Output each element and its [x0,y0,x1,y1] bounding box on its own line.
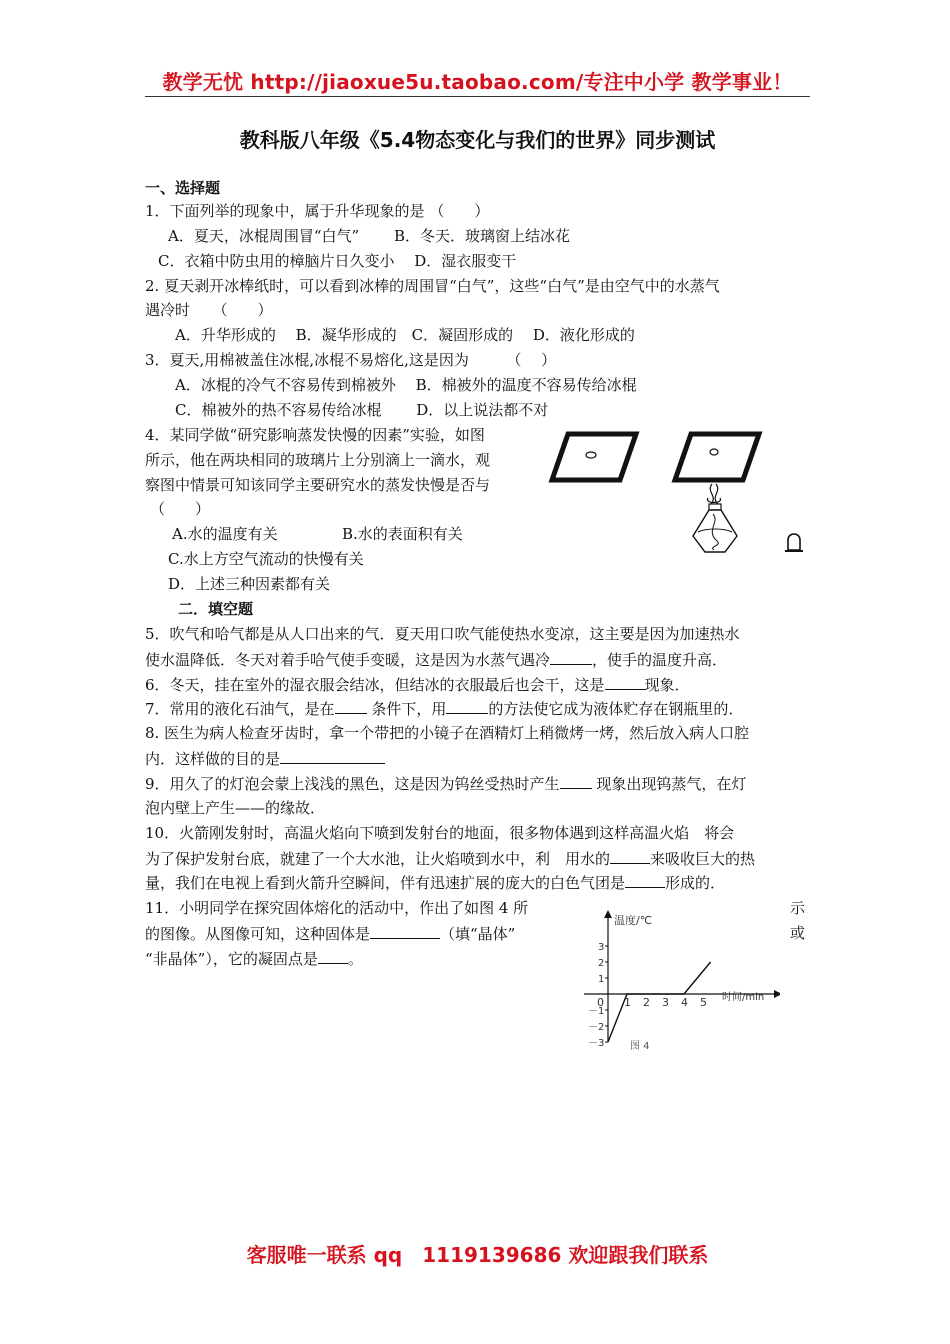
q3-options-cd: C．棉被外的热不容易传给冰棍 D．以上说法都不对 [175,401,549,419]
q3-options-ab: A．冰棍的冷气不容易传到棉被外 B．棉被外的温度不容易传给冰棍 [175,376,637,394]
q4-option-d: D．上述三种因素都有关 [168,575,331,593]
bell-mark [785,534,803,551]
q11-line1: 11．小明同学在探究固体熔化的活动中，作出了如图 4 所 [145,899,529,917]
q4-stem-line2: 所示，他在两块相同的玻璃片上分别滴上一滴水，观 [145,451,491,469]
q4-option-b: B.水的表面积有关 [342,525,463,543]
x-axis-arrow [774,990,780,998]
q2-stem-line2: 遇冷时 （ ） [145,301,273,319]
y-tick-label: 3 [598,942,605,953]
y-tick-label: －1 [588,1006,605,1017]
y-tick-label: －2 [588,1022,605,1033]
q9-answer-blank[interactable] [560,773,592,789]
q6-text-b: 现象． [644,676,690,694]
x-tick-label: 5 [700,996,707,1009]
q6-answer-blank[interactable] [605,674,645,690]
figure-caption: 图 4 [630,1041,650,1052]
evaporation-experiment-figure [548,428,818,564]
alcohol-lamp [693,484,737,552]
q6-text-a: 6．冬天，挂在室外的湿衣服会结冰，但结冰的衣服最后也会干，这是 [145,676,605,694]
q9-text-a: 9．用久了的灯泡会蒙上浅浅的黑色，这是因为钨丝受热时产生 [145,775,560,793]
q10-line3 [145,872,725,893]
q7-answer-blank-1[interactable] [335,698,367,714]
y-axis-arrow [604,910,612,918]
q7-text-c: 的方法使它成为液体贮存在钢瓶里的． [488,700,744,718]
q10-line2-text-a: 为了保护发射台底，就建了一个大水池，让火焰喷到水中，利 用水的 [145,850,611,868]
x-tick-label: 1 [624,996,631,1009]
q9-line1 [145,773,746,794]
q10-line1: 10．火箭刚发射时，高温火焰向下喷到发射台的地面，很多物体遇到这样高温火焰 将会 [145,824,735,842]
q4-stem-line4: （ ） [150,500,211,518]
y-tick-label: 2 [598,958,605,969]
x-tick-label: 2 [643,996,650,1009]
q5-line2-text-b: ，使手的温度升高． [592,651,728,669]
q8-text: 内．这样做的目的是 [145,750,281,768]
q11-line2 [145,923,515,944]
y-tick-label: 1 [598,974,605,985]
q5-answer-blank[interactable] [550,649,592,665]
q11-line2-text-b: （填“晶体” [440,925,516,943]
y-axis-label: 温度/℃ [614,914,653,927]
q7-line [145,698,743,719]
header-banner: 教学无忧 http://jiaoxue5u.taobao.com/专注中小学 教学事业！ [162,70,793,94]
x-tick-labels [624,996,707,1009]
q10-line2-text-b: 来吸收巨大的热 [650,850,756,868]
y-tick-label: －3 [588,1038,605,1049]
temperature-curve [608,962,711,1042]
section-choice-heading: 一、选择题 [145,179,221,197]
q10-line2 [145,848,755,869]
q3-stem: 3．夏天,用棉被盖住冰棍,冰棍不易熔化,这是因为 （ ） [145,351,557,369]
q8-line2 [145,748,385,769]
q11-line3-text-a: “非晶体”），它的凝固点是 [145,950,318,968]
q10-answer-blank-2[interactable] [625,872,665,888]
x-tick-label: 3 [662,996,669,1009]
q11-line3-text-b: 。 [347,950,363,968]
q11-line3 [145,948,363,969]
x-tick-label: 4 [681,996,688,1009]
q6-line [145,674,690,695]
x-axis-label: 时间/min [722,992,765,1003]
q2-stem-line1: 2. 夏天剥开冰棒纸时，可以看到冰棒的周围冒“白气”，这些“白气”是由空气中的水蒸气 [145,277,720,295]
glass-plate-left [552,434,636,480]
origin-label: 0 [597,996,604,1009]
q1-options-cd: C．衣箱中防虫用的樟脑片日久变小 D．湿衣服变干 [158,252,517,270]
melting-graph [578,908,780,1052]
q1-options-ab: A．夏天，冰棍周围冒“白气” B．冬天．玻璃窗上结冰花 [168,227,570,245]
q9-line2: 泡内壁上产生——的缘故． [145,799,326,817]
q4-option-a: A.水的温度有关 [172,525,278,543]
q10-answer-blank-1[interactable] [610,848,650,864]
q5-line1: 5．吹气和哈气都是从人口出来的气．夏天用口吹气能使热水变凉，这主要是因为加速热水 [145,625,740,643]
q9-text-b: 现象出现钨蒸气，在灯 [591,775,747,793]
q4-stem-line1: 4．某同学做“研究影响蒸发快慢的因素”实验，如图 [145,426,485,444]
q10-line3-text-b: 形成的． [665,874,726,892]
glass-plate-right [675,434,759,480]
q10-line3-text-a: 量，我们在电视上看到火箭升空瞬间，伴有迅速扩展的庞大的白色气团是 [145,874,626,892]
section-fill-heading: 二．填空题 [178,600,254,618]
q8-answer-blank[interactable] [280,748,385,764]
q8-line1: 8. 医生为病人检查牙齿时，拿一个带把的小镜子在酒精灯上稍微烤一烤，然后放入病人口腔 [145,724,750,742]
q7-answer-blank-2[interactable] [446,698,488,714]
q5-line2-text-a: 使水温降低．冬天对着手哈气使手变暖，这是因为水蒸气遇冷 [145,651,551,669]
q5-line2 [145,649,727,670]
q11-line2-end: 或 [790,924,806,942]
footer-contact: 客服唯一联系 qq 1119139686 欢迎跟我们联系 [246,1243,709,1267]
q11-answer-blank-2[interactable] [318,948,348,964]
q7-text-a: 7．常用的液化石油气，是在 [145,700,335,718]
q1-stem: 1．下面列举的现象中，属于升华现象的是 （ ） [145,202,490,220]
q2-options: A．升华形成的 B．凝华形成的 C．凝固形成的 D．液化形成的 [175,326,635,344]
page-title: 教科版八年级《5.4物态变化与我们的世界》同步测试 [239,128,716,152]
q4-stem-line3: 察图中情景可知该同学主要研究水的蒸发快慢是否与 [145,476,491,494]
q4-option-c: C.水上方空气流动的快慢有关 [168,550,364,568]
q11-line1-end: 示 [790,899,806,917]
q11-answer-blank-1[interactable] [370,923,440,939]
header-divider [145,96,810,97]
q11-line2-text-a: 的图像。从图像可知，这种固体是 [145,925,371,943]
q7-text-b: 条件下，用 [366,700,447,718]
